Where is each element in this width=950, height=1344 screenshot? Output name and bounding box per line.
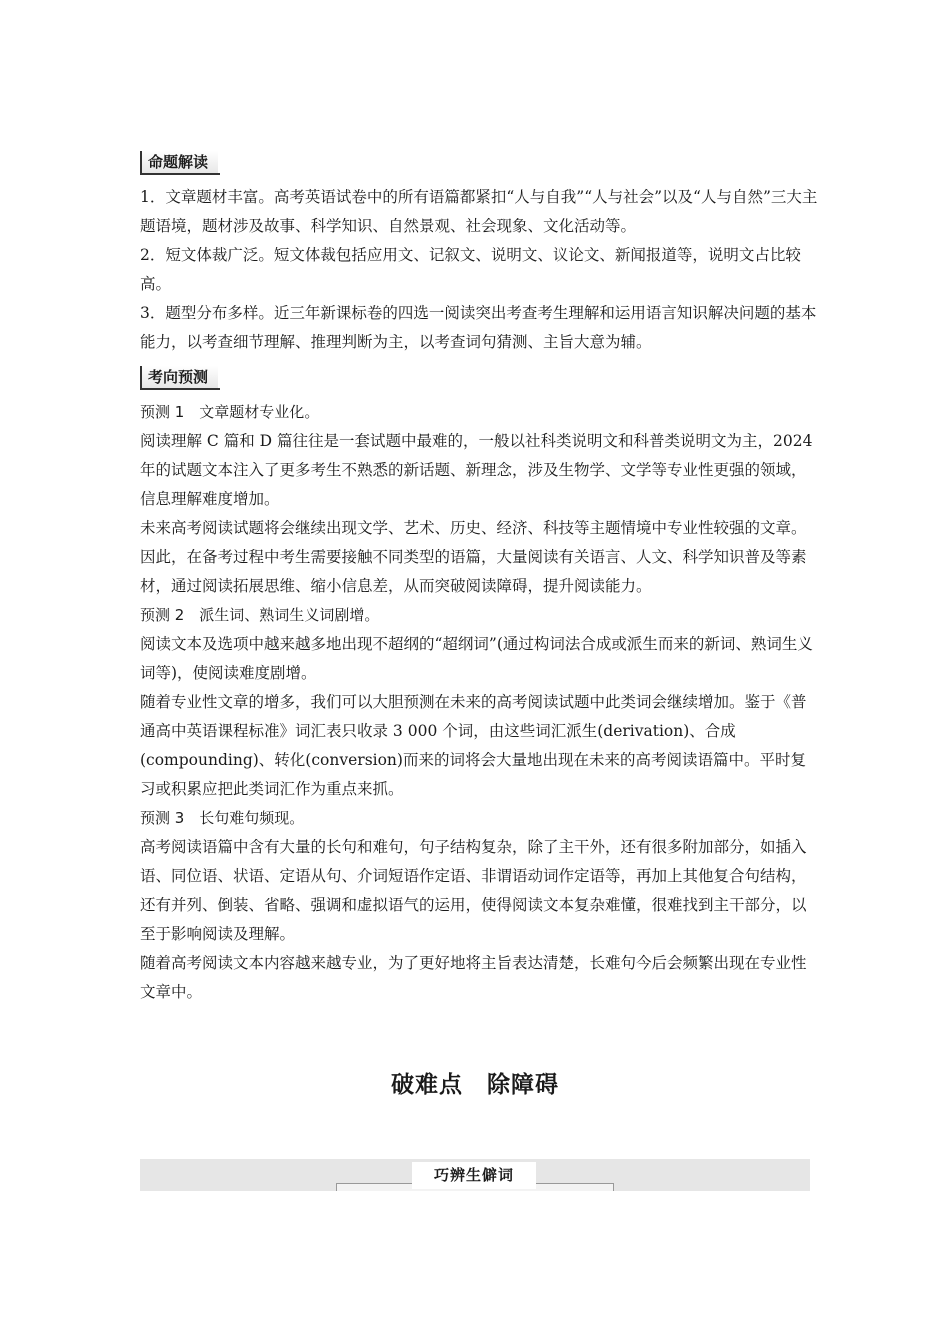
prediction-3-paragraph-2: 随着高考阅读文本内容越来越专业，为了更好地将主旨表达清楚，长难句今后会频繁出现在专业性文章中。: [140, 954, 807, 1001]
document-body: [140, 148, 820, 1007]
interpretation-item-1: 1．文章题材丰富。高考英语试卷中的所有语篇都紧扣“人与自我”“人与社会”以及“人与自然”三大主题语境，题材涉及故事、科学知识、自然景观、社会现象、文化活动等。: [140, 188, 818, 235]
prediction-2-paragraph-1: 阅读文本及选项中越来越多地出现不超纲的“超纲词”(通过构词法合成或派生而来的新词、熟词生义词等)，使阅读难度剧增。: [140, 635, 813, 682]
prediction-2-title: 预测 2 派生词、熟词生义词剧增。: [140, 606, 380, 624]
banner-label: 巧辨生僻词: [412, 1162, 536, 1189]
interpretation-item-3: 3．题型分布多样。近三年新课标卷的四选一阅读突出考查考生理解和运用语言知识解决问题的基本能力，以考查细节理解、推理判断为主，以考查词句猜测、主旨大意为辅。: [140, 304, 817, 351]
subsection-banner: [140, 1159, 810, 1191]
section-tag-interpretation: 命题解读: [140, 151, 218, 175]
prediction-1-paragraph-2: 未来高考阅读试题将会继续出现文学、艺术、历史、经济、科技等主题情境中专业性较强的文章。因此，在备考过程中考生需要接触不同类型的语篇，大量阅读有关语言、人文、科学知识普及等素材，通过阅读拓展思维、缩小信息差，从而突破阅读障碍，提升阅读能力。: [140, 519, 807, 595]
prediction-1-title: 预测 1 文章题材专业化。: [140, 403, 320, 421]
prediction-3-paragraph-1: 高考阅读语篇中含有大量的长句和难句，句子结构复杂，除了主干外，还有很多附加部分，如插入语、同位语、状语、定语从句、介词短语作定语、非谓语动词作定语等，再加上其他复合句结构，还有并列、倒装、省略、强调和虚拟语气的运用，使得阅读文本复杂难懂，很难找到主干部分，以至于影响阅读及理解。: [140, 838, 807, 943]
section-tag-prediction: 考向预测: [140, 366, 218, 390]
prediction-2-paragraph-2: 随着专业性文章的增多，我们可以大胆预测在未来的高考阅读试题中此类词会继续增加。鉴于《普通高中英语课程标准》词汇表只收录 3 000 个词，由这些词汇派生(derivation)、合成(compounding)、转化(conversion)而来的词将会大量地出现在未来的高考阅读语篇中。平时复习或积累应把此类词汇作为重点来抓。: [140, 693, 807, 798]
interpretation-item-2: 2．短文体裁广泛。短文体裁包括应用文、记叙文、说明文、议论文、新闻报道等，说明文占比较高。: [140, 246, 801, 293]
section-heading: 破难点 除障碍: [391, 1072, 559, 1098]
prediction-3-title: 预测 3 长句难句频现。: [140, 809, 305, 827]
prediction-1-paragraph-1: 阅读理解 C 篇和 D 篇往往是一套试题中最难的，一般以社科类说明文和科普类说明文为主，2024 年的试题文本注入了更多考生不熟悉的新话题、新理念，涉及生物学、文学等专业性更强的领域，信息理解难度增加。: [140, 432, 813, 508]
